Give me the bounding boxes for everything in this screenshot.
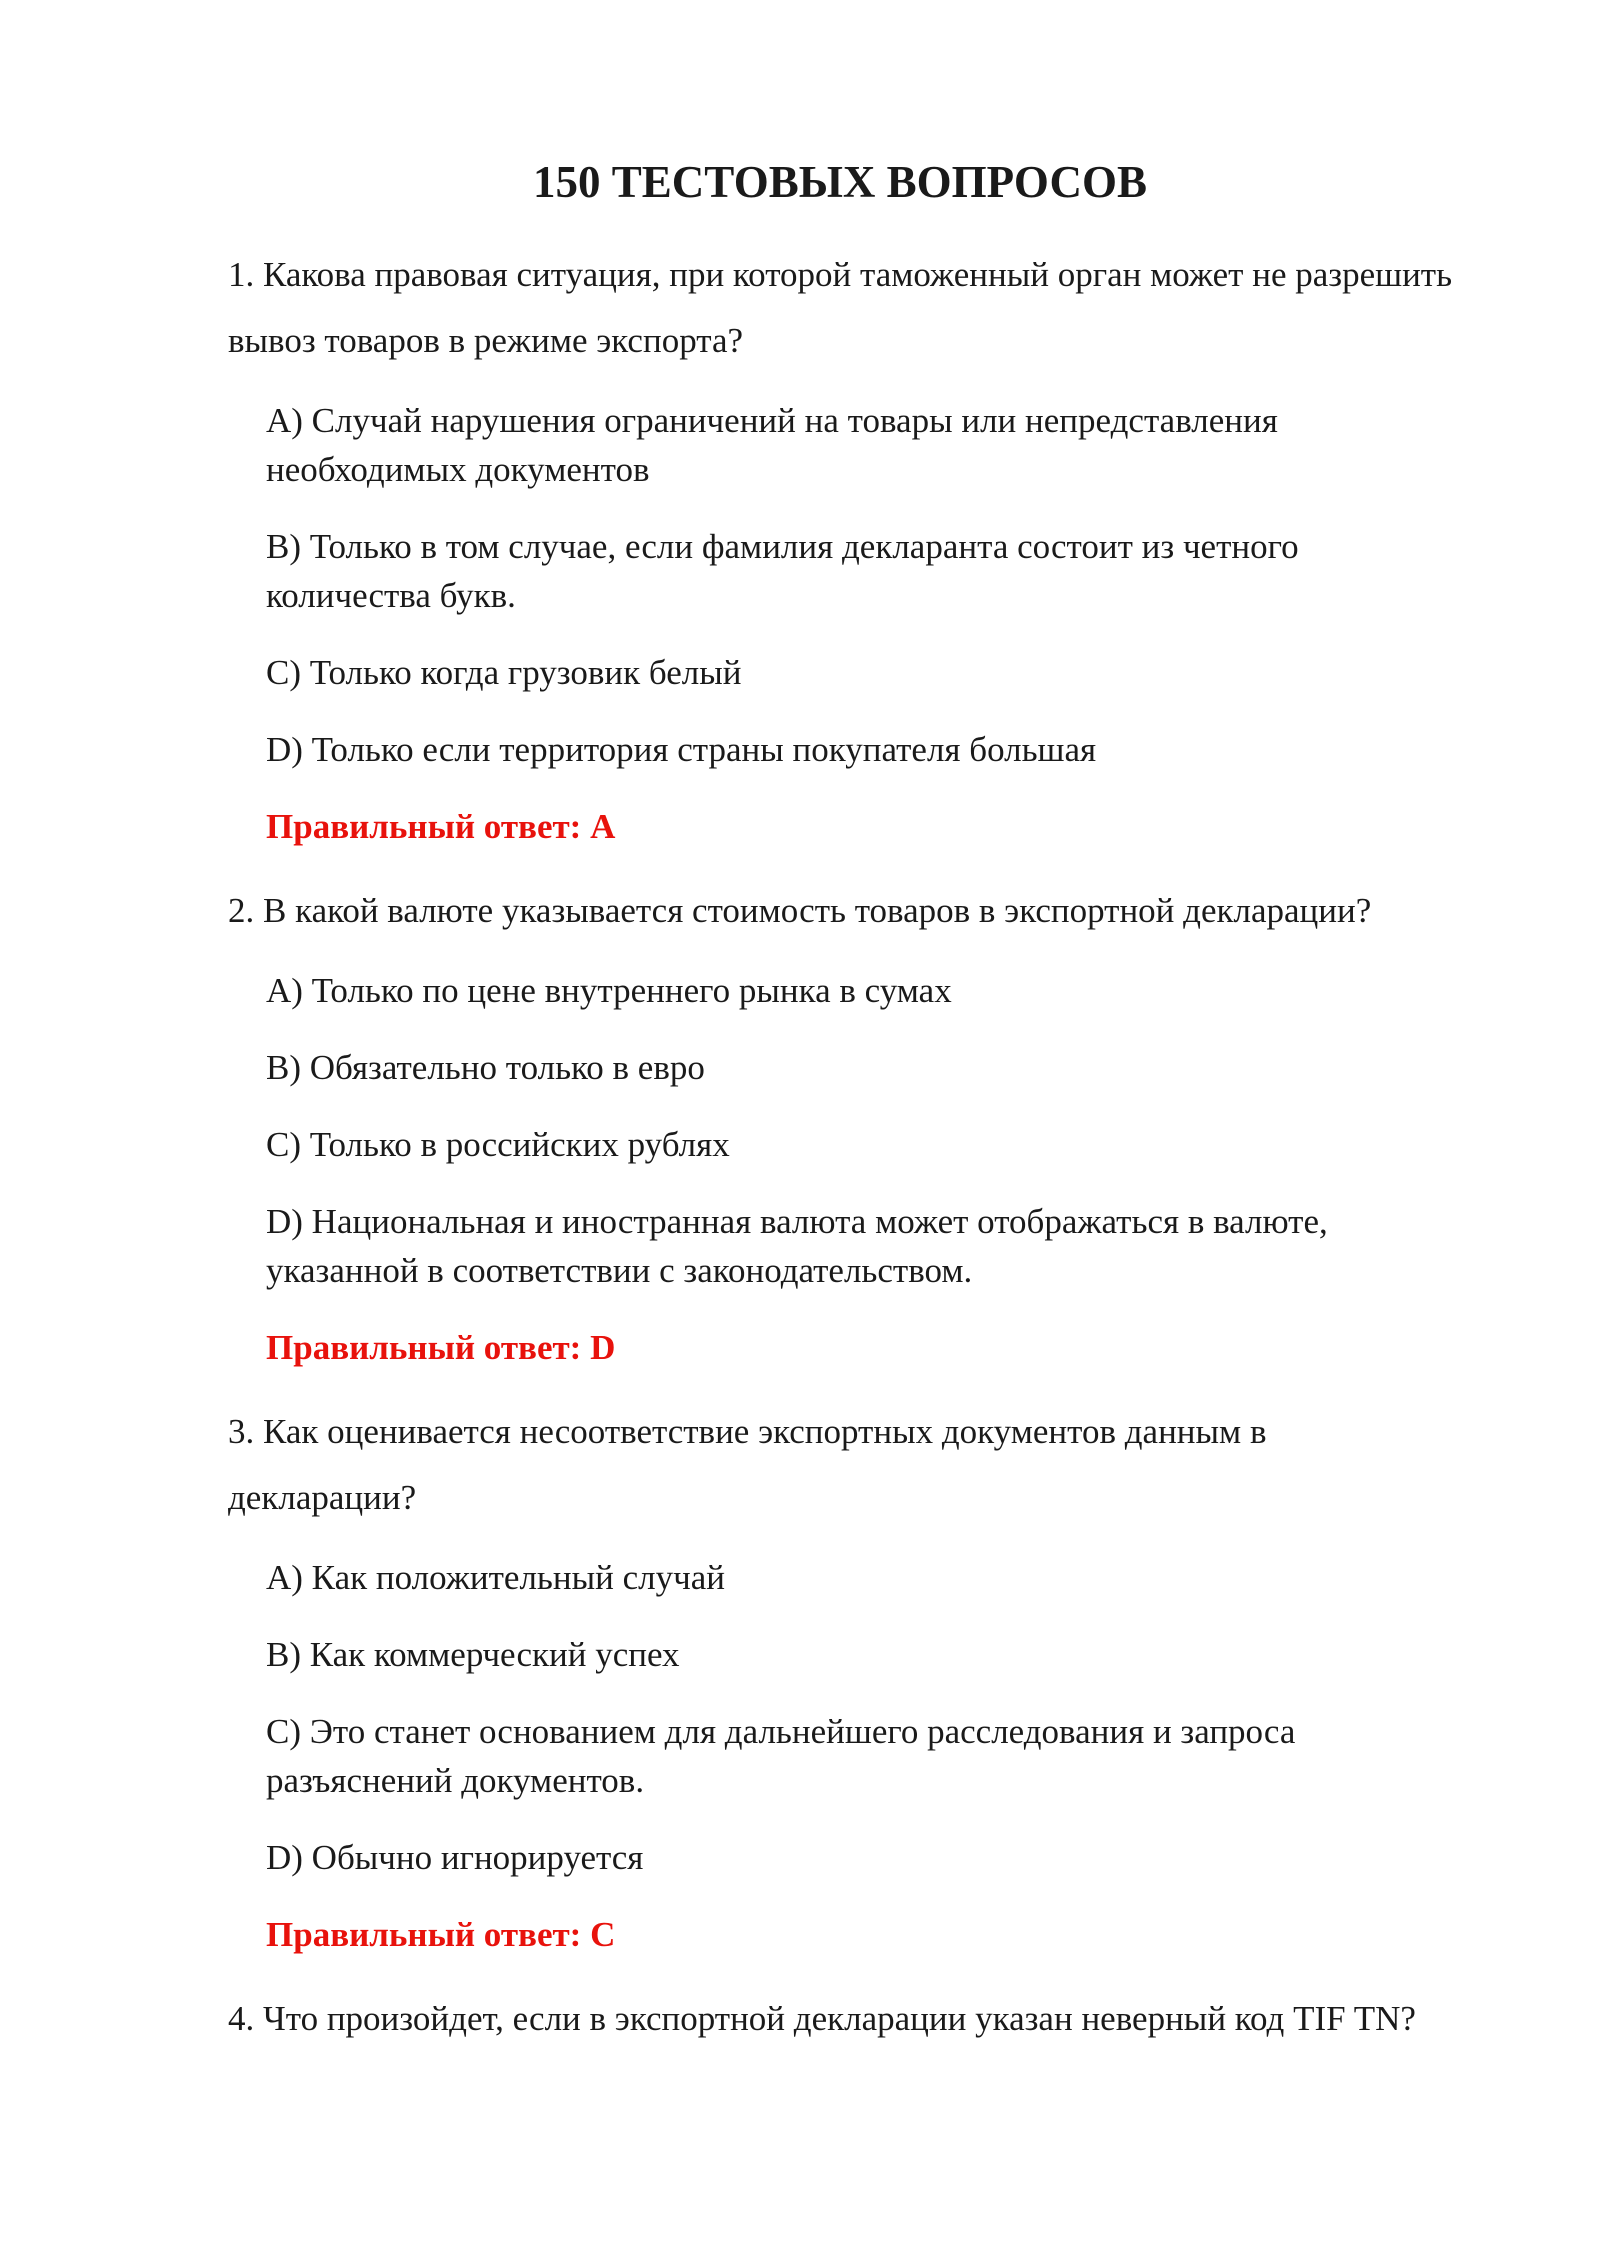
option-b: B) Только в том случае, если фамилия декларанта состоит из четного количества букв. (266, 527, 1299, 615)
answer-options (228, 396, 1450, 774)
question-1 (228, 242, 1453, 851)
question-text: 3. Как оценивается несоответствие экспортных документов данным в декларации? (228, 1412, 1267, 1517)
answer-options (228, 1553, 1450, 1882)
question-2 (228, 878, 1450, 1372)
correct-answer: Правильный ответ: D (266, 1328, 616, 1367)
option-d: D) Национальная и иностранная валюта может отображаться в валюте, указанной в соответствии с законодательством. (266, 1202, 1328, 1290)
question-text: 4. Что произойдет, если в экспортной декларации указан неверный код TIF TN? (228, 1999, 1416, 2038)
question-text: 2. В какой валюте указывается стоимость товаров в экспортной декларации? (228, 891, 1372, 930)
option-a: A) Как положительный случай (266, 1558, 725, 1597)
option-a: A) Только по цене внутреннего рынка в сумах (266, 971, 952, 1010)
option-b: B) Обязательно только в евро (266, 1048, 705, 1087)
answer-options (228, 966, 1450, 1295)
option-c: C) Только в российских рублях (266, 1125, 730, 1164)
option-c: C) Только когда грузовик белый (266, 653, 742, 692)
document-title: 150 ТЕСТОВЫХ ВОПРОСОВ (533, 157, 1147, 207)
option-d: D) Обычно игнорируется (266, 1838, 644, 1877)
option-a: A) Случай нарушения ограничений на товары или непредставления необходимых документов (266, 401, 1278, 489)
option-c: C) Это станет основанием для дальнейшего расследования и запроса разъяснений документов. (266, 1712, 1296, 1800)
question-text: 1. Какова правовая ситуация, при которой таможенный орган может не разрешить вывоз товаров в режиме экспорта? (228, 255, 1453, 360)
question-4 (228, 1986, 1450, 2052)
correct-answer: Правильный ответ: A (266, 807, 616, 846)
option-b: B) Как коммерческий успех (266, 1635, 680, 1674)
correct-answer: Правильный ответ: C (266, 1915, 616, 1954)
option-d: D) Только если территория страны покупателя большая (266, 730, 1097, 769)
question-3 (228, 1399, 1450, 1959)
